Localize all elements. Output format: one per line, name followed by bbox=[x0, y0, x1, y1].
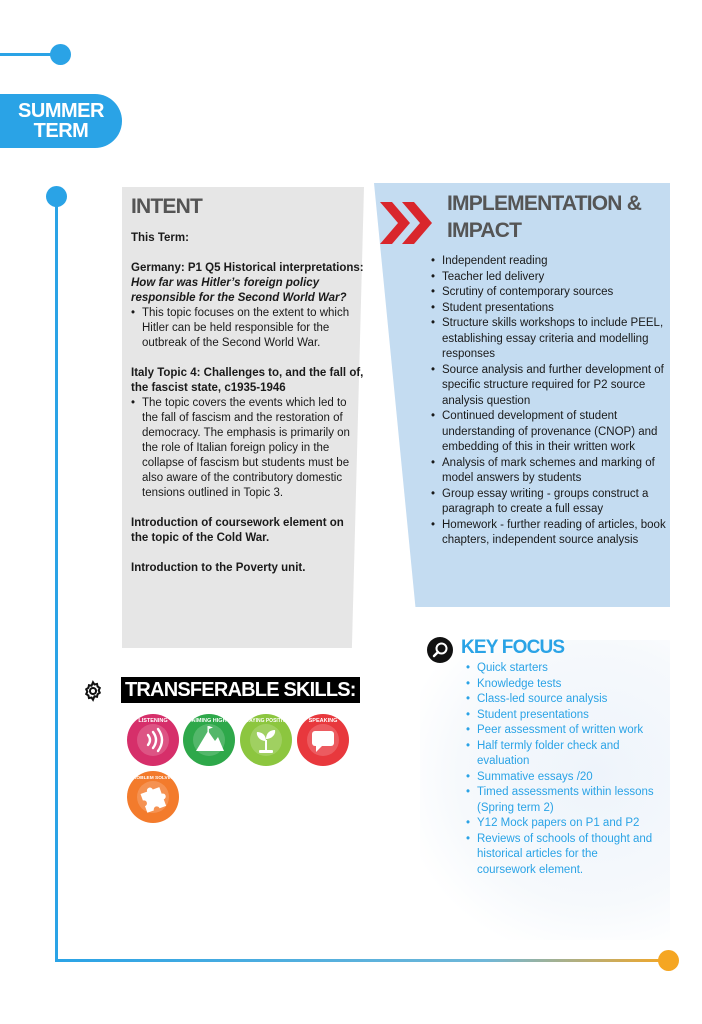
implementation-item: • Student presentations bbox=[431, 301, 669, 317]
implementation-item: • Source analysis and further development of specific structure required for P2 source analysis question bbox=[431, 363, 669, 410]
double-chevron-icon bbox=[378, 198, 440, 248]
intent-coursework: Introduction of coursework element on the topic of the Cold War. bbox=[131, 517, 344, 544]
skill-label: SPEAKING bbox=[308, 718, 338, 724]
implementation-title bbox=[447, 190, 641, 244]
intent-topic1-list bbox=[131, 306, 364, 351]
implementation-list bbox=[431, 254, 669, 549]
skill-label: PROBLEM SOLVING bbox=[129, 776, 177, 781]
skill-label: STAYING POSITIVE bbox=[243, 718, 289, 724]
implementation-item: • Structure skills workshops to include PEEL, establishing essay criteria and modelling responses bbox=[431, 316, 669, 363]
skill-speaking-badge bbox=[296, 713, 350, 767]
top-connector-dot bbox=[50, 44, 71, 65]
timeline-bottom-line bbox=[55, 959, 670, 962]
skill-label: LISTENING bbox=[138, 718, 168, 724]
key-focus-item: • Summative essays /20 bbox=[466, 770, 656, 786]
magnifier-icon bbox=[427, 637, 453, 663]
intent-topic1-heading bbox=[131, 261, 364, 306]
timeline-vertical-line bbox=[55, 200, 58, 962]
implementation-item: • Homework - further reading of articles, book chapters, independent source analysis bbox=[431, 518, 669, 549]
intent-topic2-bullet: • The topic covers the events which led to the fall of fascism and the restoration of democracy. The emphasis is primarily on the role of Italian foreign policy in the collapse of fascism but students must be also aware of the contributory domestic tensions outlined in Topic 3. bbox=[131, 396, 364, 501]
implementation-item: • Independent reading bbox=[431, 254, 669, 270]
term-badge-line1: SUMMER bbox=[18, 100, 104, 122]
key-focus-item: • Knowledge tests bbox=[466, 677, 656, 693]
term-badge-line2: TERM bbox=[33, 120, 89, 142]
implementation-title-line1: IMPLEMENTATION & bbox=[447, 192, 642, 215]
intent-topic2-heading: Italy Topic 4: Challenges to, and the fall of, the fascist state, c1935-1946 bbox=[131, 367, 364, 394]
intent-topic1-title: Germany: P1 Q5 Historical interpretations: bbox=[131, 262, 364, 274]
implementation-title-line2: IMPACT bbox=[447, 219, 522, 242]
transferable-skills-title: TRANSFERABLE SKILLS: bbox=[121, 677, 360, 703]
key-focus-list bbox=[466, 661, 656, 878]
intent-topic2-list bbox=[131, 396, 364, 501]
key-focus-item: • Student presentations bbox=[466, 708, 656, 724]
key-focus-item: • Timed assessments within lessons (Spring term 2) bbox=[466, 785, 656, 816]
implementation-item: • Continued development of student understanding of provenance (CNOP) and embedding of this in their written work bbox=[431, 409, 669, 456]
skill-label: AIMING HIGH bbox=[191, 718, 227, 724]
intent-this-term: This Term: bbox=[131, 232, 189, 244]
implementation-item: • Analysis of mark schemes and marking of model answers by students bbox=[431, 456, 669, 487]
intent-poverty: Introduction to the Poverty unit. bbox=[131, 562, 306, 574]
key-focus-item: • Y12 Mock papers on P1 and P2 bbox=[466, 816, 656, 832]
implementation-item: • Group essay writing - groups construct a paragraph to create a full essay bbox=[431, 487, 669, 518]
key-focus-title: KEY FOCUS bbox=[461, 637, 565, 658]
skill-listening-badge bbox=[126, 713, 180, 767]
implementation-item: • Teacher led delivery bbox=[431, 270, 669, 286]
intent-topic1-question: How far was Hitler’s foreign policy responsible for the Second World War? bbox=[131, 277, 347, 304]
term-badge bbox=[0, 94, 122, 148]
key-focus-item: • Quick starters bbox=[466, 661, 656, 677]
timeline-end-dot bbox=[658, 950, 679, 971]
skill-problem-solving-badge bbox=[126, 770, 180, 824]
key-focus-item: • Half termly folder check and evaluation bbox=[466, 739, 656, 770]
implementation-item: • Scrutiny of contemporary sources bbox=[431, 285, 669, 301]
skill-aiming-high-badge bbox=[182, 713, 236, 767]
key-focus-item: • Class-led source analysis bbox=[466, 692, 656, 708]
intent-title: INTENT bbox=[131, 195, 203, 218]
intent-topic1-bullet: • This topic focuses on the extent to which Hitler can be held responsible for the outbreak of the Second World War. bbox=[131, 306, 364, 351]
gear-icon bbox=[82, 680, 104, 702]
key-focus-item: • Reviews of schools of thought and historical articles for the coursework element. bbox=[466, 832, 656, 879]
key-focus-item: • Peer assessment of written work bbox=[466, 723, 656, 739]
skill-staying-positive-badge bbox=[239, 713, 293, 767]
intent-body bbox=[131, 231, 364, 576]
